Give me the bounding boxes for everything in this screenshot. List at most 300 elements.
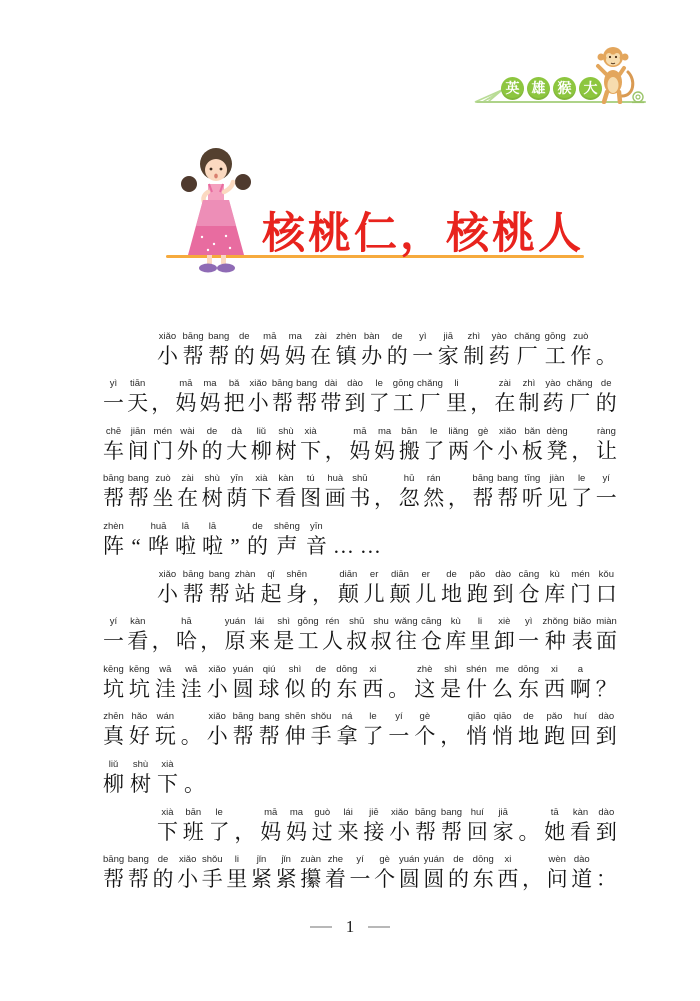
hanzi-cell — [312, 806, 333, 845]
hanzi-cell — [176, 615, 197, 654]
hanzi-cell — [260, 568, 281, 607]
pinyin-annotation: yīn — [230, 473, 244, 485]
hanzi-cell — [130, 758, 151, 797]
hanzi-character: 西 — [362, 676, 384, 701]
hanzi-cell — [127, 377, 148, 416]
pinyin-annotation: ma — [288, 330, 302, 342]
pinyin-annotation: le — [215, 806, 223, 818]
pinyin-annotation: shū — [352, 473, 368, 485]
hanzi-character: 的 — [386, 343, 408, 368]
hanzi-character: ， — [440, 724, 462, 749]
pinyin-annotation: yuán — [423, 854, 445, 866]
pinyin-annotation: tīng — [524, 473, 541, 485]
pinyin-annotation: zuàn — [300, 854, 322, 866]
hanzi-cell — [596, 615, 617, 654]
hanzi-cell — [543, 377, 564, 416]
hanzi-cell — [311, 710, 332, 749]
hanzi-cell — [233, 710, 254, 749]
hanzi-cell — [393, 377, 414, 416]
hanzi-character: 紧 — [275, 867, 297, 892]
pinyin-annotation: huí — [470, 806, 484, 818]
pinyin-annotation: zài — [181, 473, 194, 485]
chapter-title: 核桃仁，核桃人 — [262, 210, 584, 258]
hanzi-character: 办 — [361, 343, 383, 368]
pinyin-annotation: chē — [105, 425, 122, 437]
hanzi-character: 站 — [234, 581, 256, 606]
pinyin-annotation: wèn — [548, 854, 566, 866]
hanzi-cell — [399, 853, 420, 892]
text-line — [103, 607, 617, 655]
hanzi-cell — [518, 710, 539, 749]
hanzi-cell — [570, 568, 591, 607]
hanzi-cell — [467, 568, 488, 607]
hanzi-character: ， — [470, 391, 492, 416]
pinyin-annotation: li — [454, 378, 459, 390]
pinyin-annotation: a — [577, 663, 584, 675]
pinyin-annotation: tiān — [129, 378, 146, 390]
pinyin-annotation: biǎo — [573, 616, 592, 628]
hanzi-character: 了 — [368, 391, 390, 416]
hanzi-character: 见 — [546, 486, 568, 511]
hanzi-cell — [423, 472, 444, 511]
hanzi-character: 门 — [570, 581, 592, 606]
hanzi-character: 阵 — [103, 533, 124, 558]
hanzi-character: 忽 — [398, 486, 420, 511]
hanzi-character: 药 — [488, 343, 510, 368]
pinyin-annotation: zài — [498, 378, 511, 390]
pinyin-annotation: de — [600, 378, 612, 390]
hanzi-cell — [233, 663, 254, 702]
pinyin-annotation: mā — [263, 330, 277, 342]
pinyin-annotation: gōng — [544, 330, 566, 342]
pinyin-annotation: xià — [304, 425, 317, 437]
hanzi-cell — [473, 853, 494, 892]
hanzi-character: 的 — [201, 438, 223, 463]
page-number: 1 — [345, 917, 355, 936]
hanzi-character: 帮 — [103, 867, 125, 892]
pinyin-annotation: yì — [419, 330, 427, 342]
pinyin-annotation: hǎo — [131, 711, 148, 723]
hanzi-character: 帮 — [182, 581, 204, 606]
text-line — [103, 654, 617, 702]
pinyin-annotation: xià — [255, 473, 268, 485]
hanzi-character: … — [332, 533, 354, 558]
pinyin-annotation: shì — [288, 663, 302, 675]
hanzi-character: 厂 — [516, 343, 538, 368]
girl-illustration — [178, 142, 254, 274]
hanzi-character: ？ — [595, 676, 617, 701]
hanzi-cell — [572, 615, 593, 654]
hanzi-cell — [128, 425, 149, 464]
pinyin-annotation: gōng — [392, 378, 414, 390]
pinyin-annotation: xiǎo — [178, 854, 197, 866]
pinyin-annotation: bāng — [414, 806, 437, 818]
pinyin-annotation: bāng — [182, 330, 204, 342]
hanzi-character: 坑 — [128, 676, 150, 701]
pinyin-annotation: wā — [159, 663, 172, 675]
hanzi-cell — [463, 330, 484, 369]
hanzi-character: 帮 — [127, 486, 149, 511]
hanzi-cell — [177, 472, 198, 511]
pinyin-annotation: xiǎo — [208, 663, 226, 675]
hanzi-cell — [275, 425, 296, 464]
pinyin-annotation: hū — [403, 473, 415, 485]
hanzi-cell — [175, 520, 196, 559]
hanzi-character: 一 — [518, 629, 540, 654]
hanzi-character: 天 — [127, 391, 149, 416]
pinyin-annotation: xi — [369, 663, 377, 675]
hanzi-cell — [229, 520, 241, 559]
hanzi-character: 地 — [441, 581, 463, 606]
pinyin-annotation: dài — [324, 378, 338, 390]
pinyin-annotation: xiǎo — [390, 806, 409, 818]
hanzi-character: 家 — [437, 343, 459, 368]
hanzi-cell — [153, 472, 174, 511]
hanzi-character: ， — [324, 438, 346, 463]
hanzi-cell — [103, 758, 124, 797]
pinyin-annotation: yì — [109, 378, 118, 390]
pinyin-annotation: tú — [306, 473, 315, 485]
hanzi-character: ， — [151, 629, 173, 654]
hanzi-character: 制 — [463, 343, 485, 368]
hanzi-cell — [345, 377, 366, 416]
hanzi-character: 帮 — [208, 581, 230, 606]
hanzi-cell — [336, 663, 357, 702]
hanzi-character: 坐 — [152, 486, 174, 511]
hanzi-cell — [544, 568, 565, 607]
pinyin-annotation: hā — [181, 616, 192, 628]
hanzi-cell — [544, 806, 565, 845]
hanzi-cell — [374, 425, 395, 464]
hanzi-cell — [497, 853, 518, 892]
hanzi-character: 音 — [305, 533, 327, 558]
hanzi-cell — [276, 472, 297, 511]
hanzi-cell — [571, 425, 592, 464]
hanzi-character: 儿 — [415, 581, 437, 606]
pinyin-annotation: kàn — [130, 616, 146, 628]
pinyin-annotation: dào — [347, 378, 363, 390]
hanzi-character: 让 — [595, 438, 617, 463]
hanzi-cell — [306, 520, 327, 559]
hanzi-cell — [103, 520, 124, 559]
hanzi-cell — [226, 425, 247, 464]
pinyin-annotation: de — [206, 425, 218, 437]
hanzi-character: ： — [595, 867, 617, 892]
hanzi-character: 的 — [448, 867, 470, 892]
pinyin-annotation: lái — [254, 616, 265, 628]
pinyin-annotation: dōng — [472, 854, 494, 866]
pinyin-annotation: ná — [341, 711, 353, 723]
pinyin-annotation: chǎng — [417, 378, 443, 390]
text-line — [103, 749, 617, 797]
hanzi-character: 小 — [206, 724, 228, 749]
hanzi-character: 柳 — [103, 771, 124, 796]
hanzi-cell — [518, 806, 539, 845]
hanzi-cell — [300, 853, 321, 892]
pinyin-annotation: jiē — [369, 806, 379, 818]
hanzi-character: 着 — [324, 867, 346, 892]
hanzi-character: 是 — [440, 676, 462, 701]
pinyin-annotation: shēn — [284, 711, 306, 723]
pinyin-annotation: zuò — [573, 330, 589, 342]
series-badge: 英 — [501, 77, 524, 100]
hanzi-character: 妈 — [285, 819, 307, 844]
hanzi-cell — [547, 425, 568, 464]
pinyin-annotation: lā — [181, 520, 190, 532]
hanzi-cell — [360, 520, 381, 559]
pinyin-annotation: ràng — [596, 425, 616, 437]
hanzi-cell — [492, 710, 513, 749]
hanzi-character: 到 — [344, 391, 366, 416]
hanzi-cell — [259, 710, 280, 749]
hanzi-character: 厂 — [419, 391, 441, 416]
hanzi-character: 紧 — [251, 867, 273, 892]
hanzi-character: ， — [522, 867, 544, 892]
hanzi-cell — [333, 520, 354, 559]
pinyin-annotation: de — [238, 330, 250, 342]
hanzi-character: 看 — [275, 486, 297, 511]
hanzi-character: 啊 — [569, 676, 591, 701]
pinyin-annotation: zhēn — [103, 711, 124, 723]
hanzi-character: 叔 — [346, 629, 368, 654]
pinyin-annotation: yuán — [224, 616, 246, 628]
hanzi-cell — [349, 425, 370, 464]
pinyin-annotation: guò — [314, 806, 331, 818]
pinyin-annotation: mén — [153, 425, 173, 437]
pinyin-annotation: yí — [109, 616, 118, 628]
hanzi-character: 她 — [544, 819, 566, 844]
hanzi-character: 儿 — [363, 581, 385, 606]
hanzi-cell — [103, 853, 124, 892]
hanzi-cell — [363, 710, 384, 749]
hanzi-cell — [571, 472, 592, 511]
hanzi-cell — [596, 663, 617, 702]
pinyin-annotation: shén — [466, 663, 487, 675]
hanzi-cell — [489, 330, 510, 369]
hanzi-character: 库 — [445, 629, 467, 654]
hanzi-character: 的 — [233, 343, 255, 368]
hanzi-cell — [202, 853, 223, 892]
pinyin-annotation: dà — [231, 425, 242, 437]
pinyin-annotation: qiāo — [467, 711, 486, 723]
series-badge: 雄 — [527, 77, 550, 100]
hanzi-character: 玩 — [154, 724, 176, 749]
hanzi-cell — [202, 425, 223, 464]
hanzi-character: 仓 — [420, 629, 442, 654]
hanzi-character: 看 — [570, 819, 592, 844]
hanzi-character: 班 — [182, 819, 204, 844]
pinyin-annotation: gōng — [297, 616, 319, 628]
hanzi-cell — [389, 568, 410, 607]
hanzi-character: 库 — [544, 581, 566, 606]
hanzi-cell — [414, 663, 435, 702]
hanzi-cell — [152, 615, 173, 654]
pinyin-annotation: de — [446, 568, 457, 580]
hanzi-cell — [467, 806, 488, 845]
hanzi-cell — [248, 377, 269, 416]
hanzi-cell — [570, 330, 591, 369]
hanzi-character: 问 — [546, 867, 568, 892]
hanzi-character: 圆 — [232, 676, 254, 701]
pinyin-annotation: gè — [419, 711, 431, 723]
hanzi-character: 圆 — [423, 867, 445, 892]
hanzi-cell — [514, 330, 540, 369]
hanzi-character: 工 — [544, 343, 566, 368]
hanzi-character: 帮 — [296, 391, 318, 416]
hanzi-cell — [296, 377, 317, 416]
hanzi-character: 帮 — [415, 819, 437, 844]
hanzi-cell — [518, 663, 539, 702]
pinyin-annotation: le — [375, 378, 383, 390]
hanzi-cell — [399, 472, 420, 511]
hanzi-character: 的 — [152, 867, 174, 892]
hanzi-character: 帮 — [208, 343, 230, 368]
text-line — [103, 797, 617, 845]
hanzi-character: 叔 — [370, 629, 392, 654]
hanzi-character: 小 — [389, 819, 411, 844]
hanzi-character: 伸 — [284, 724, 306, 749]
hanzi-character: 回 — [569, 724, 591, 749]
hanzi-character: 悄 — [492, 724, 514, 749]
pinyin-annotation: mā — [264, 806, 278, 818]
hanzi-cell — [371, 615, 392, 654]
hanzi-cell — [388, 663, 409, 702]
hanzi-cell — [225, 615, 246, 654]
pinyin-annotation: xiǎo — [249, 378, 267, 390]
pinyin-annotation: bang — [258, 711, 280, 723]
hanzi-cell — [286, 568, 307, 607]
hanzi-cell — [276, 853, 297, 892]
pinyin-annotation: xiǎo — [499, 425, 517, 437]
hanzi-cell — [300, 425, 321, 464]
hanzi-character: 。 — [595, 343, 617, 368]
hanzi-character: 颠 — [389, 581, 411, 606]
pinyin-annotation: zhì — [467, 330, 481, 342]
pinyin-annotation: dào — [495, 568, 512, 580]
pinyin-annotation: shǒu — [310, 711, 332, 723]
hanzi-character: 工 — [297, 629, 319, 654]
hanzi-cell — [596, 806, 617, 845]
hanzi-character: 接 — [363, 819, 385, 844]
hanzi-cell — [177, 425, 198, 464]
pinyin-annotation: bǎ — [228, 378, 240, 390]
hanzi-cell — [325, 853, 346, 892]
hanzi-character: 在 — [177, 486, 199, 511]
hanzi-cell — [103, 615, 124, 654]
pinyin-annotation: xiè — [498, 616, 511, 628]
hanzi-cell — [224, 377, 245, 416]
hanzi-character: 一 — [595, 486, 617, 511]
hanzi-character: 帮 — [182, 343, 204, 368]
hanzi-character: 大 — [226, 438, 248, 463]
hanzi-cell — [208, 330, 229, 369]
page-footer — [0, 918, 700, 935]
hanzi-cell — [127, 615, 148, 654]
hanzi-character: 西 — [543, 676, 565, 701]
hanzi-cell — [130, 520, 142, 559]
hanzi-character: 表 — [571, 629, 593, 654]
hanzi-character: 凳 — [546, 438, 568, 463]
pinyin-annotation: cāng — [518, 568, 540, 580]
hanzi-cell — [157, 758, 178, 797]
pinyin-annotation: dào — [598, 711, 615, 723]
hanzi-character: 跑 — [543, 724, 565, 749]
hanzi-character: 带 — [320, 391, 342, 416]
hanzi-cell — [249, 615, 270, 654]
pinyin-annotation: bang — [127, 473, 149, 485]
pinyin-annotation: wā — [185, 663, 198, 675]
hanzi-cell — [286, 806, 307, 845]
hanzi-cell — [547, 853, 568, 892]
hanzi-character: 是 — [273, 629, 295, 654]
hanzi-cell — [284, 663, 305, 702]
hanzi-character: 了 — [208, 819, 230, 844]
hanzi-cell — [494, 377, 515, 416]
hanzi-cell — [470, 377, 491, 416]
hanzi-cell — [596, 568, 617, 607]
hanzi-character: 球 — [258, 676, 280, 701]
pinyin-annotation: shu — [373, 616, 389, 628]
hanzi-character: 啦 — [202, 533, 223, 558]
hanzi-character: 小 — [157, 343, 178, 368]
hanzi-cell — [157, 330, 178, 369]
hanzi-character: 了 — [362, 724, 384, 749]
hanzi-cell — [285, 710, 306, 749]
hanzi-character: 看 — [127, 629, 149, 654]
story-body — [103, 321, 617, 892]
pinyin-annotation: zuò — [155, 473, 171, 485]
hanzi-cell — [440, 710, 461, 749]
hanzi-character: 下 — [157, 819, 178, 844]
pinyin-annotation: zhèn — [335, 330, 357, 342]
hanzi-character: 么 — [491, 676, 513, 701]
pinyin-annotation: jiàn — [549, 473, 565, 485]
pinyin-annotation: shù — [132, 758, 149, 770]
hanzi-character: 树 — [201, 486, 223, 511]
pinyin-annotation: zhàn — [234, 568, 256, 580]
hanzi-cell — [448, 853, 469, 892]
hanzi-character: 帮 — [258, 724, 280, 749]
hanzi-cell — [544, 710, 565, 749]
hanzi-cell — [440, 663, 461, 702]
text-line — [103, 511, 617, 559]
hanzi-character: 画 — [324, 486, 346, 511]
hanzi-character: 的 — [247, 533, 268, 558]
pinyin-annotation: bān — [185, 806, 202, 818]
hanzi-character: 下 — [300, 438, 322, 463]
hanzi-character: 地 — [518, 724, 540, 749]
hanzi-cell — [493, 806, 514, 845]
hanzi-cell — [157, 806, 178, 845]
pinyin-annotation: kàn — [572, 806, 589, 818]
hanzi-cell — [184, 758, 205, 797]
hanzi-cell — [226, 472, 247, 511]
hanzi-cell — [310, 663, 331, 702]
hanzi-cell — [325, 472, 346, 511]
hanzi-character: ， — [200, 629, 222, 654]
hanzi-cell — [202, 520, 223, 559]
hanzi-cell — [470, 615, 491, 654]
hanzi-cell — [388, 710, 409, 749]
hanzi-cell — [445, 615, 466, 654]
hanzi-cell — [412, 330, 433, 369]
hanzi-character: 妈 — [199, 391, 221, 416]
hanzi-cell — [207, 663, 228, 702]
hanzi-character: 的 — [310, 676, 332, 701]
hanzi-cell — [251, 472, 272, 511]
pinyin-annotation: zhe — [327, 854, 344, 866]
hanzi-character: 荫 — [226, 486, 248, 511]
